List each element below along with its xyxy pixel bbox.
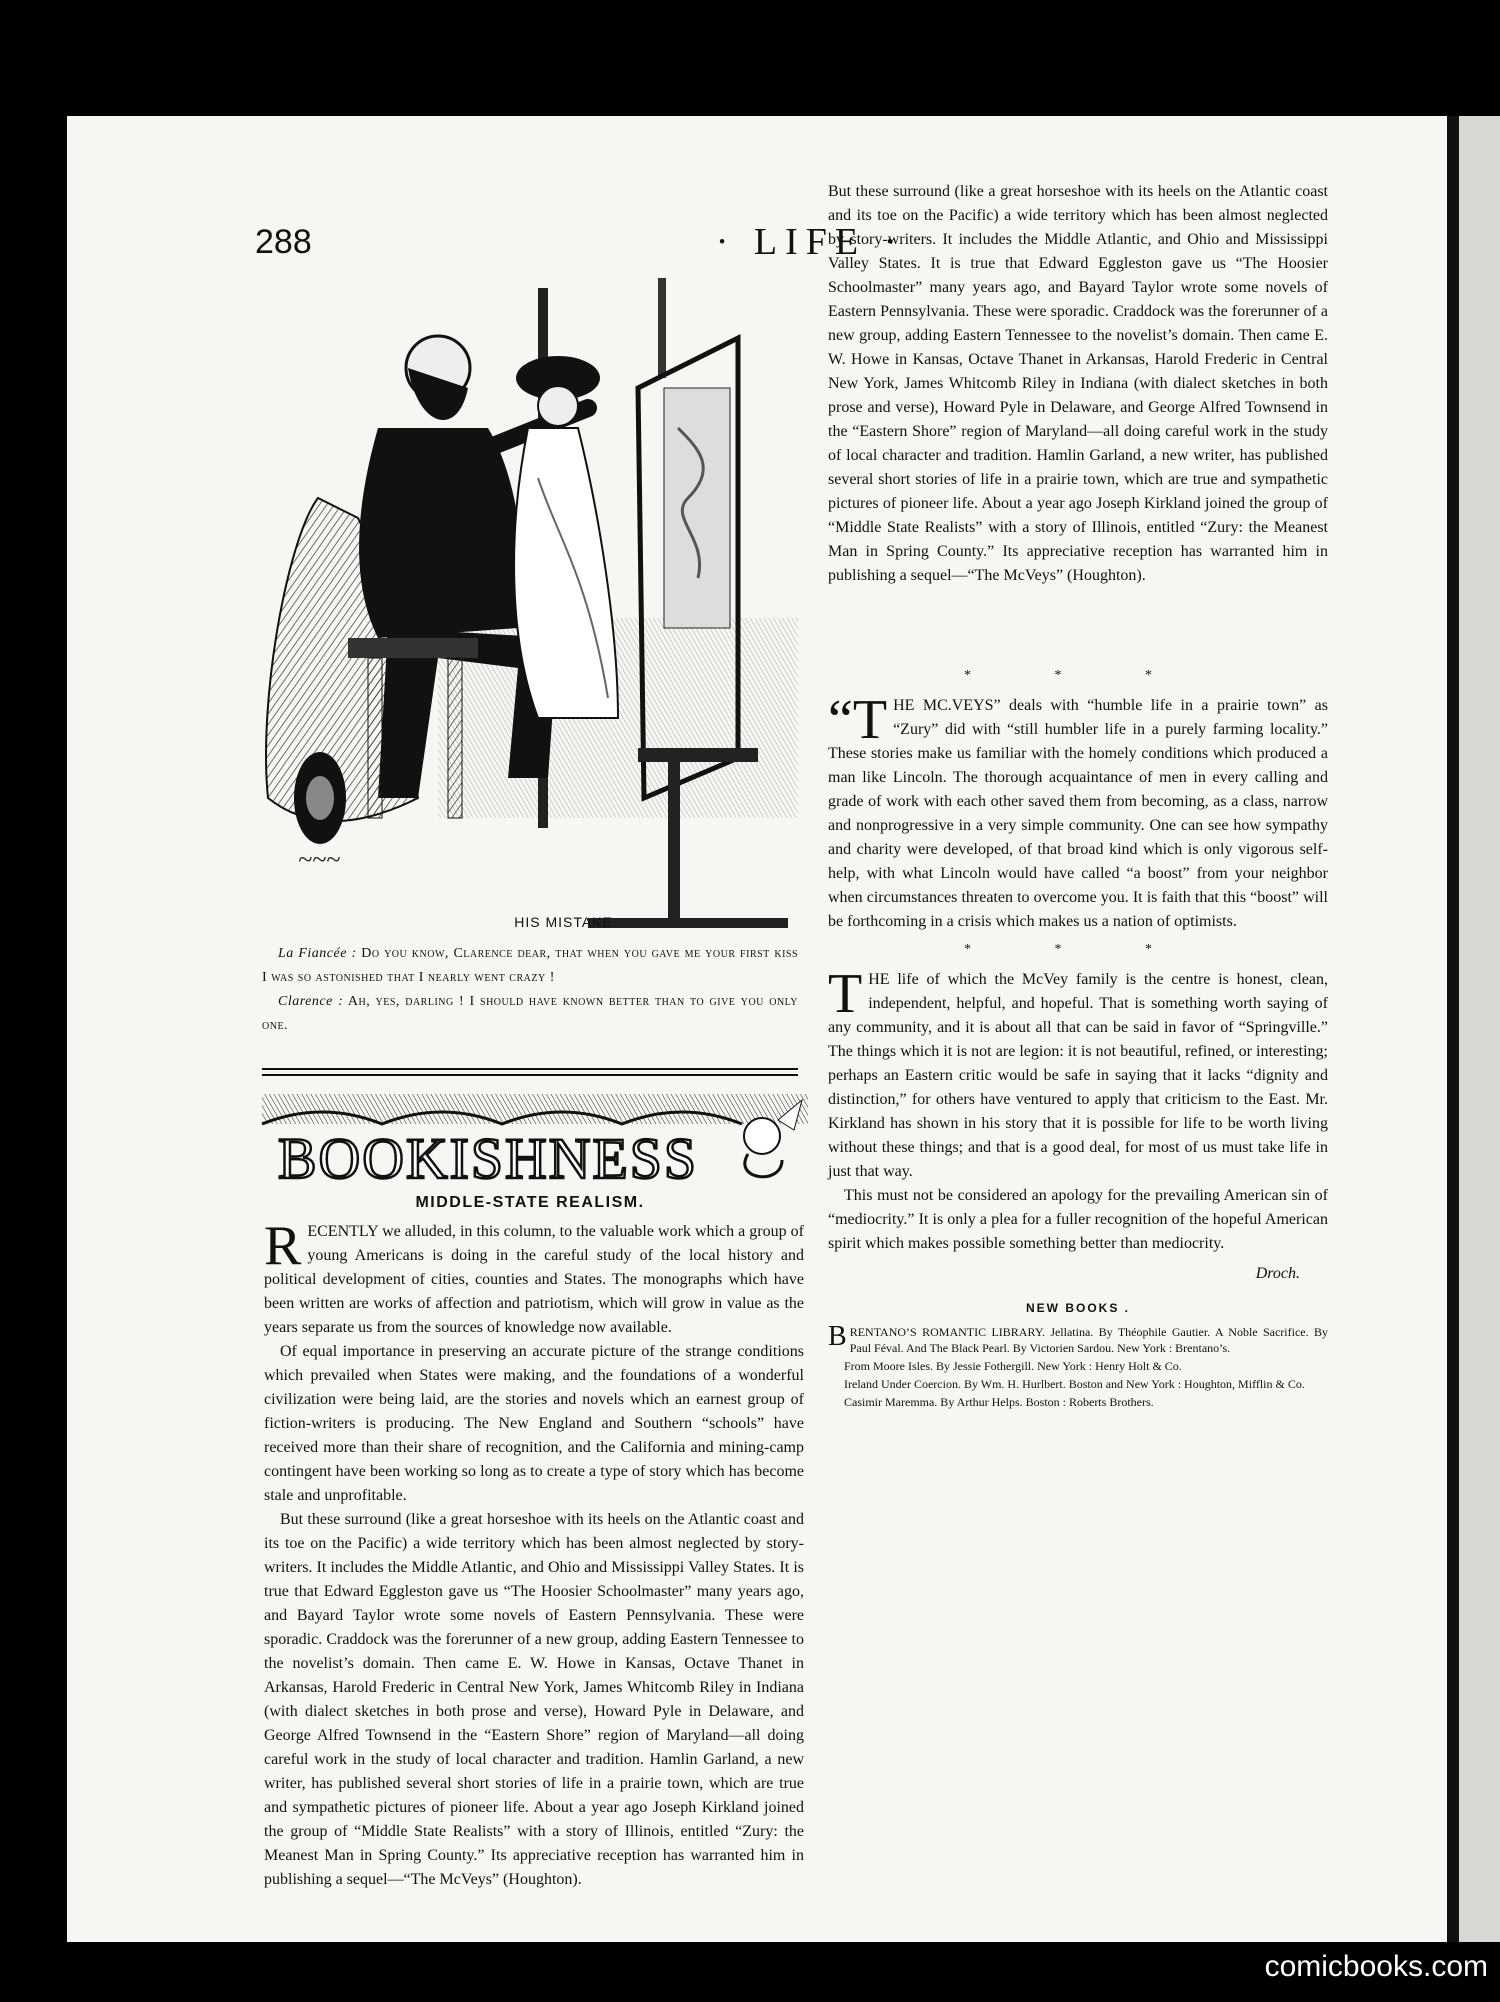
- book-entry: From Moore Isles. By Jessie Fothergill. New York : Henry Holt & Co.: [844, 1359, 1182, 1373]
- speaker-fiancee: La Fiancée :: [278, 946, 357, 961]
- author-signature: Droch.: [1255, 1265, 1300, 1282]
- dialogue-line-1: [262, 942, 798, 990]
- article-paragraph: RECENTLY we alluded, in this column, to the valuable work which a group of young Americans is doing in the careful study of the local history and political development of cities, counties and States. The monographs which have been written are works of affection and patriotism, which will grow in value as the years separate us from the sources of knowledge now available.: [264, 1215, 804, 1336]
- cartoon-dialogue: [262, 942, 798, 1038]
- banner-text: BOOKISHNESS: [278, 1126, 698, 1191]
- cartoon-illustration: [258, 278, 798, 890]
- book-entry: BRENTANO’S ROMANTIC LIBRARY. Jellatina. By Théophile Gautier. A Noble Sacrifice. By Paul Féval. And The Black Pearl. By Victorien Sardou. New York : Brentano’s.: [828, 1321, 1328, 1355]
- article-column-right: [828, 183, 1328, 1412]
- new-books-list: [828, 1321, 1328, 1410]
- article-paragraph-continued: But these surround (like a great horseshoe with its heels on the Atlantic coast and its toe on the Pacific) a wide territory which has been almost neglected by story-writers. It includes the Middle Atlantic, and Ohio and Mississippi Valley States. It is true that Edward Eggleston gave us “The Hoosier Schoolmaster” many years ago, and Bayard Taylor wrote some novels of Eastern Pennsylvania. These were sporadic. Craddock was the forerunner of a new group, adding Eastern Tennessee to the novelist’s domain. Then came E. W. Howe in Kansas, Octave Thanet in Arkansas, Harold Frederic in Central New York, James Whitcomb Riley in Indiana (with dialect sketches in both prose and verse), Howard Pyle in Delaware, and George Alfred Townsend in the “Eastern Shore” region of Maryland—all doing careful work in the study of local character and tradition. Hamlin Garland, a new writer, has published several short stories of life in a prairie town, which are true and sympathetic pictures of pioneer life. About a year ago Joseph Kirkland joined the group of “Middle State Realists” with a story of Illinois, entitled “Zury: the Meanest Man in Spring County.” Its appreciative reception has warranted him in publishing a sequel—“The McVeys” (Houghton).: [828, 183, 1328, 584]
- svg-text:~~~: ~~~: [298, 845, 341, 874]
- facing-page-edge: [1459, 116, 1500, 1942]
- site-watermark: comicbooks.com: [1264, 1950, 1488, 1983]
- cartoon-caption-title: HIS MISTAKE.: [514, 914, 618, 930]
- drop-cap: T: [828, 963, 863, 1025]
- dialogue-text-1: Do you know, Clarence dear, that when you gave me your first kiss I was so astonished that I nearly went crazy !: [262, 946, 799, 985]
- article-paragraph: “T HE MC.VEYS” deals with “humble life in a prairie town” as “Zury” did with “still humbler life in a purely farming locality.” These stories make us familiar with the homely conditions which produced a man like Lincoln. The thorough acquaintance of men in every calling and grade of work with each other saved them from becoming, as a class, narrow and nonprogressive in a very simple community. One can see how sympathy and charity were developed, of that broad kind which is only vigorous self-help, with what Lincoln would have called “a boost” from your neighbor when circumstances threaten to overcome you. It is faith that this “boost” will be forthcoming in a crisis which makes us a nation of optimists.: [828, 689, 1328, 930]
- article-paragraph: Of equal importance in preserving an accurate picture of the strange conditions which prevailed when States were making, and the foundations of a wonderful civilization were being laid, are the stories and novels which an earnest group of fiction-writers is producing. The New England and Southern “schools” have received more than their share of recognition, and the California and mining-camp contingent have been working so long as to create a type of story which has become stale and unprofitable.: [264, 1343, 804, 1504]
- magazine-title: · LIFE ·: [715, 221, 905, 263]
- new-books-title: NEW BOOKS .: [1025, 1301, 1130, 1315]
- speaker-clarence: Clarence :: [278, 994, 344, 1009]
- divider-rule: [262, 1068, 798, 1070]
- article-title: MIDDLE-STATE REALISM.: [415, 1194, 645, 1211]
- section-stars: * * *: [964, 942, 1192, 957]
- dialogue-text-2: Ah, yes, darling ! I should have known better than to give you only one.: [262, 994, 798, 1033]
- book-entry: Casimir Maremma. By Arthur Helps. Boston : Roberts Brothers.: [844, 1395, 1154, 1409]
- drop-cap: R: [264, 1215, 302, 1277]
- page-spine: [1447, 116, 1459, 1942]
- page-number: 288: [255, 223, 312, 261]
- article-paragraph: This must not be considered an apology for the prevailing American sin of “mediocrity.” It is only a plea for a fuller recognition of the hopeful American spirit which makes possible something better than mediocrity.: [828, 1187, 1328, 1252]
- article-paragraph: But these surround (like a great horseshoe with its heels on the Atlantic coast and its toe on the Pacific) a wide territory which has been almost neglected by story-writers. It includes the Middle Atlantic, and Ohio and Mississippi Valley States. It is true that Edward Eggleston gave us “The Hoosier Schoolmaster” many years ago, and Bayard Taylor wrote some novels of Eastern Pennsylvania. These were sporadic. Craddock was the forerunner of a new group, adding Eastern Tennessee to the novelist’s domain. Then came E. W. Howe in Kansas, Octave Thanet in Arkansas, Harold Frederic in Central New York, James Whitcomb Riley in Indiana (with dialect sketches in both prose and verse), Howard Pyle in Delaware, and George Alfred Townsend in the “Eastern Shore” region of Maryland—all doing careful work in the study of local character and tradition. Hamlin Garland, a new writer, has published several short stories of life in a prairie town, which are true and sympathetic pictures of pioneer life. About a year ago Joseph Kirkland joined the group of “Middle State Realists” with a story of Illinois, entitled “Zury: the Meanest Man in Spring County.” Its appreciative reception has warranted him in publishing a sequel—“The McVeys” (Houghton).: [264, 1511, 804, 1888]
- drop-cap: B: [828, 1321, 847, 1352]
- article-column-left: [264, 1215, 804, 1888]
- section-stars: * * *: [964, 668, 1192, 683]
- article-paragraph: THE life of which the McVey family is the centre is honest, clean, independent, helpful, and hopeful. That is something worth saying of any community, and it is about all that can be said in favor of “Springville.” The things which it is not are legion: it is not beautiful, refined, or interesting; perhaps an Eastern critic would be safe in saying that it lacks “dignity and distinction,” for others have ventured to apply that criticism to the East. Mr. Kirkland has shown in his story that it is possible for life to be worth living without these things; and that is a good deal, for most of us must take life in just that way.: [828, 963, 1328, 1180]
- dialogue-line-2: [262, 990, 798, 1038]
- bookishness-banner: [262, 1090, 808, 1190]
- divider-rule: [262, 1074, 798, 1076]
- book-entry: Ireland Under Coercion. By Wm. H. Hurlbert. Boston and New York : Houghton, Mifflin & Co.: [844, 1377, 1305, 1391]
- drop-cap: “T: [828, 689, 888, 751]
